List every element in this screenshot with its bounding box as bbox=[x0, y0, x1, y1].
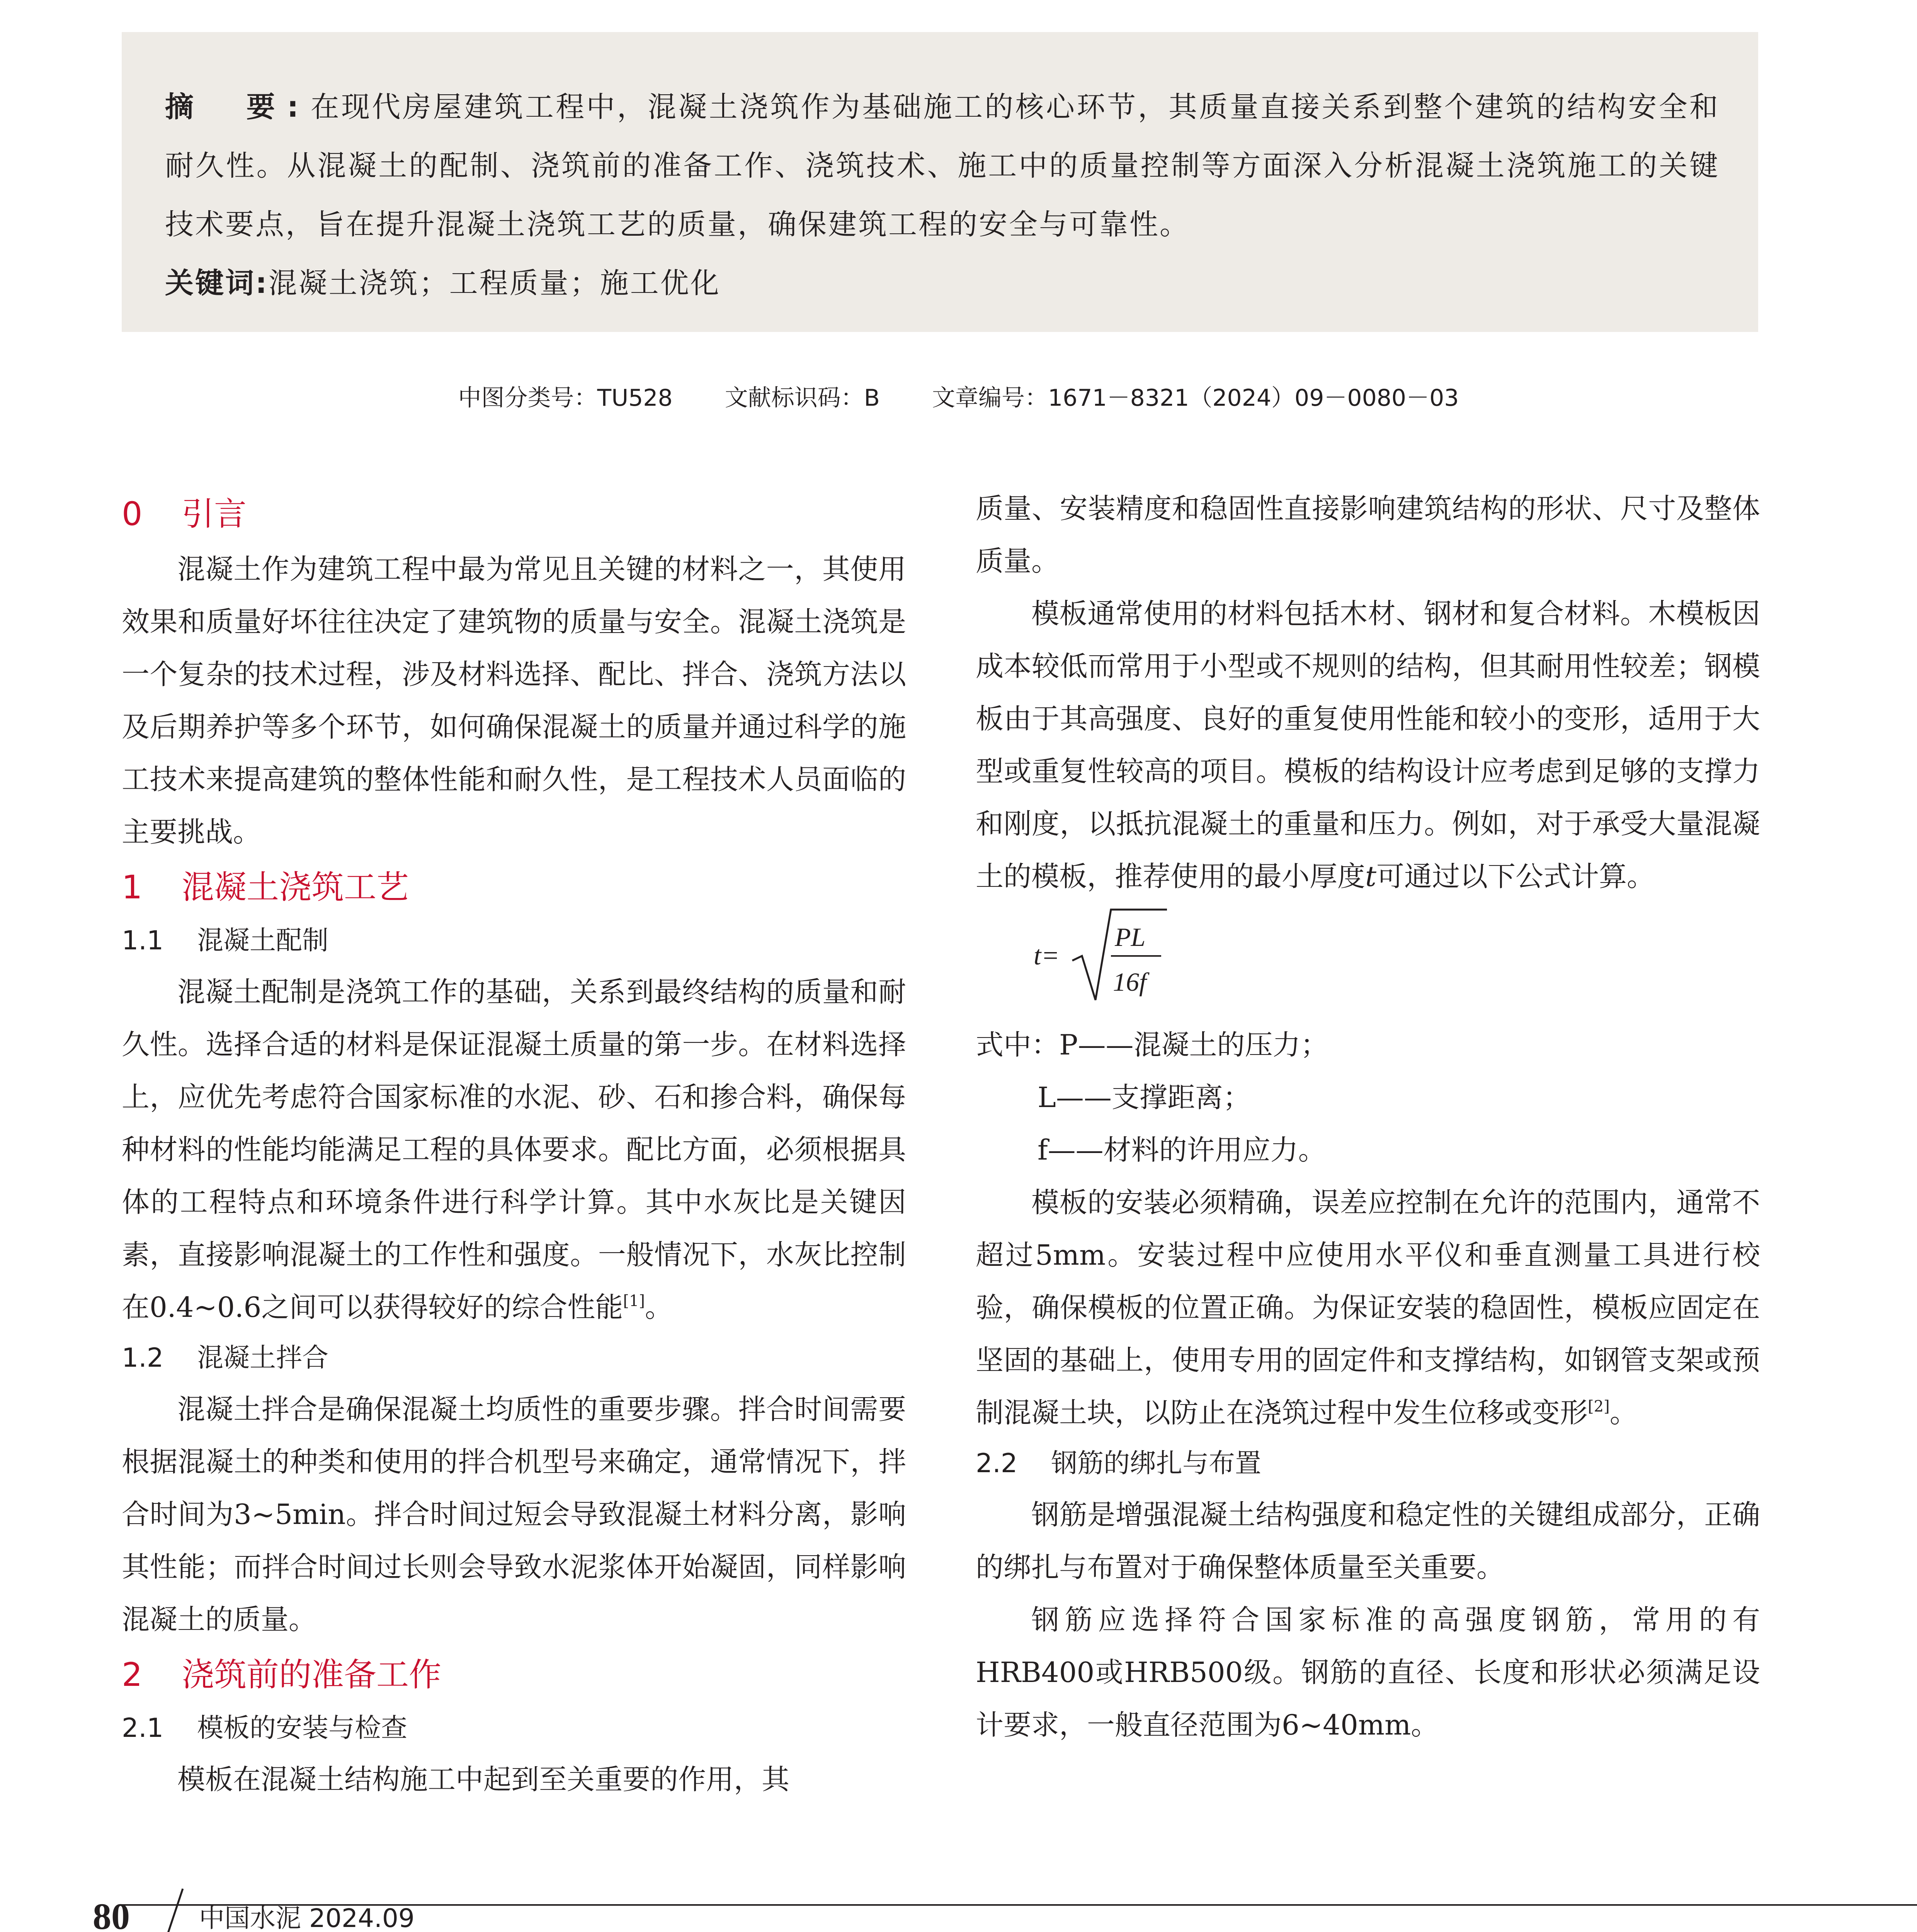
formula-graphic bbox=[1034, 903, 1266, 1019]
keywords-text: 混凝土浇筑；工程质量；施工优化 bbox=[268, 267, 721, 300]
installation-text: 模板的安装必须精确，误差应控制在允许的范围内，通常不超过5mm。安装过程中应使用水平仪和垂直测量工具进行校验，确保模板的位置正确。为保证安装的稳固性，模板应固定在坚固的基础上，使用专用的固定件和支撑结构，如钢管支架或预制混凝土块，以防止在浇筑过程中发生位移或变形 bbox=[976, 1186, 1760, 1429]
right-column bbox=[976, 482, 1760, 1751]
document-code: 文献标识码：B bbox=[725, 384, 880, 412]
section-2-2-paragraph-2: 钢筋应选择符合国家标准的高强度钢筋，常用的有HRB400或HRB500级。钢筋的直径、长度和形状必须满足设计要求，一般直径范围为6~40mm。 bbox=[976, 1604, 1760, 1741]
installation-end: 。 bbox=[1609, 1396, 1638, 1429]
footer-slash bbox=[163, 1886, 187, 1932]
abstract-label: 摘 要: bbox=[165, 90, 310, 124]
installation-paragraph bbox=[976, 1176, 1760, 1439]
section-1-1-text: 混凝土配制是浇筑工作的基础，关系到最终结构的质量和耐久性。选择合适的材料是保证混凝土质量的第一步。在材料选择上，应优先考虑符合国家标准的水泥、砂、石和掺合料，确保每种材料的性能均能满足工程的具体要求。配比方面，必须根据具体的工程特点和环境条件进行科学计算。其中水灰比是关键因素，直接影响混凝土的工作性和强度。一般情况下，水灰比控制在0.4~0.6之间可以获得较好的综合性能 bbox=[122, 976, 906, 1323]
abstract-box bbox=[122, 32, 1758, 332]
section-2-2-heading bbox=[976, 1439, 1760, 1488]
abstract-text: 在现代房屋建筑工程中，混凝土浇筑作为基础施工的核心环节，其质量直接关系到整个建筑的结构安全和耐久性。从混凝土的配制、浇筑前的准备工作、浇筑技术、施工中的质量控制等方面深入分析混凝土浇筑施工的关键技术要点，旨在提升混凝土浇筑工艺的质量，确保建筑工程的安全与可靠性。 bbox=[165, 90, 1720, 241]
formula-denominator: 16f bbox=[1113, 967, 1146, 997]
section-1-2-heading bbox=[122, 1333, 906, 1383]
section-0-paragraph: 混凝土作为建筑工程中最为常见且关键的材料之一，其使用效果和质量好坏往往决定了建筑物的质量与安全。混凝土浇筑是一个复杂的技术过程，涉及材料选择、配比、拌合、浇筑方法以及后期养护等多个环节，如何确保混凝土的质量并通过科学的施工技术来提高建筑的整体性能和耐久性，是工程技术人员面临的主要挑战。 bbox=[122, 553, 906, 848]
reference-2: [2] bbox=[1588, 1398, 1610, 1415]
section-2-2-title: 钢筋的绑扎与布置 bbox=[1051, 1448, 1262, 1479]
abstract-paragraph bbox=[165, 78, 1720, 254]
keywords-paragraph bbox=[165, 254, 1720, 313]
classification-line bbox=[0, 381, 1917, 415]
section-1-title: 混凝土浇筑工艺 bbox=[182, 868, 409, 906]
keywords-label: 关键词: bbox=[165, 267, 269, 300]
page-number: 80 bbox=[93, 1896, 130, 1932]
section-2-1-paragraph-start: 模板在混凝土结构施工中起到至关重要的作用，其 bbox=[177, 1763, 790, 1796]
article-number: 文章编号：1671－8321（2024）09－0080－03 bbox=[932, 384, 1459, 412]
section-1-1-number: 1.1 bbox=[122, 925, 164, 956]
section-0-heading bbox=[122, 485, 906, 543]
section-2-title: 浇筑前的准备工作 bbox=[182, 1656, 442, 1694]
section-1-2-title: 混凝土拌合 bbox=[197, 1343, 329, 1373]
section-1-1-end: 。 bbox=[645, 1291, 673, 1323]
variable-f-line: f——材料的许用应力。 bbox=[1038, 1134, 1326, 1166]
where-label: 式中： bbox=[976, 1029, 1060, 1061]
section-2-1-heading bbox=[122, 1704, 906, 1753]
formula-lhs: t= bbox=[1034, 941, 1060, 971]
thickness-formula bbox=[976, 903, 1760, 1019]
section-2-number: 2 bbox=[122, 1656, 143, 1694]
section-1-1-paragraph bbox=[122, 966, 906, 1333]
thickness-variable: t bbox=[1365, 860, 1376, 893]
section-2-1-paragraph-continued: 质量、安装精度和稳固性直接影响建筑结构的形状、尺寸及整体质量。 bbox=[976, 492, 1760, 577]
variable-p-line bbox=[976, 1019, 1760, 1071]
section-1-2-number: 1.2 bbox=[122, 1343, 164, 1373]
section-2-2-paragraph-1: 钢筋是增强混凝土结构强度和稳定性的关键组成部分，正确的绑扎与布置对于确保整体质量至关重要。 bbox=[976, 1498, 1760, 1583]
variable-l-line: L——支撑距离； bbox=[1038, 1081, 1251, 1114]
clc-number: 中图分类号：TU528 bbox=[458, 384, 673, 412]
reference-1: [1] bbox=[623, 1292, 645, 1310]
section-2-1-title: 模板的安装与检查 bbox=[197, 1713, 408, 1743]
section-1-1-title: 混凝土配制 bbox=[197, 925, 329, 956]
section-2-heading bbox=[122, 1646, 906, 1704]
section-0-number: 0 bbox=[122, 495, 143, 533]
section-2-1-number: 2.1 bbox=[122, 1713, 164, 1743]
formwork-materials-text: 模板通常使用的材料包括木材、钢材和复合材料。木模板因成本较低而常用于小型或不规则的结构，但其耐用性较差；钢模板由于其高强度、良好的重复使用性能和较小的变形，适用于大型或重复性较高的项目。模板的结构设计应考虑到足够的支撑力和刚度，以抵抗混凝土的重量和压力。例如，对于承受大量混凝土的模板，推荐使用的最小厚度 bbox=[976, 597, 1760, 893]
section-2-2-number: 2.2 bbox=[976, 1448, 1018, 1479]
section-1-2-paragraph: 混凝土拌合是确保混凝土均质性的重要步骤。拌合时间需要根据混凝土的种类和使用的拌合机型号来确定，通常情况下，拌合时间为3~5min。拌合时间过短会导致混凝土材料分离，影响其性能；而拌合时间过长则会导致水泥浆体开始凝固，同样影响混凝土的质量。 bbox=[122, 1393, 906, 1636]
left-column bbox=[122, 485, 906, 1806]
section-1-1-heading bbox=[122, 916, 906, 966]
variable-p: P——混凝土的压力； bbox=[1059, 1029, 1328, 1061]
section-1-number: 1 bbox=[122, 868, 143, 906]
formula-numerator: PL bbox=[1115, 922, 1146, 952]
formwork-materials-paragraph bbox=[976, 587, 1760, 903]
formwork-materials-end: 可通过以下公式计算。 bbox=[1376, 860, 1655, 893]
journal-issue: 中国水泥 2024.09 bbox=[199, 1903, 415, 1932]
section-1-heading bbox=[122, 858, 906, 916]
section-0-title: 引言 bbox=[182, 495, 247, 533]
